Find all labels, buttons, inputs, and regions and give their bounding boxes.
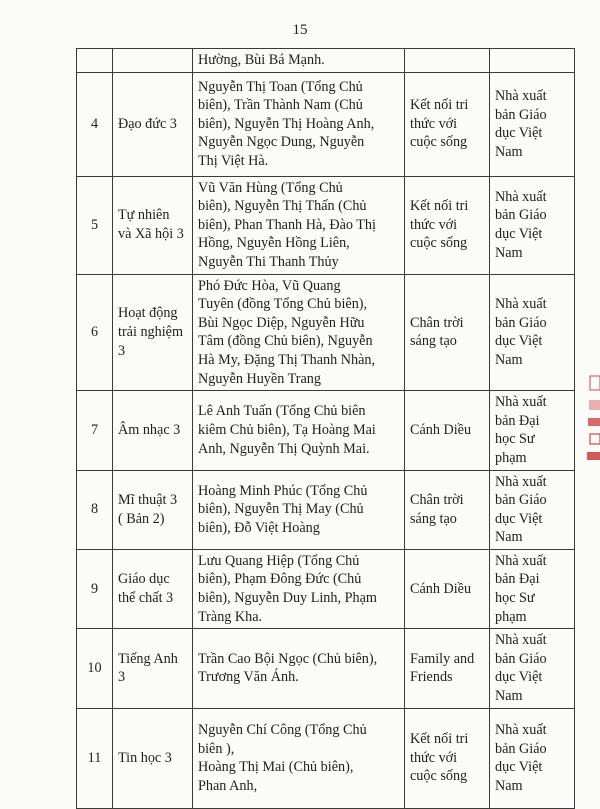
table-row	[77, 708, 575, 808]
authors-cell-line: Bùi Ngọc Diệp, Nguyễn Hữu	[198, 314, 365, 331]
series-cell	[405, 391, 490, 470]
row-number: 11	[77, 708, 113, 808]
authors-cell	[193, 49, 405, 73]
authors-cell-line: Lưu Quang Hiệp (Tổng Chủ	[198, 552, 360, 569]
row-number: 8	[77, 470, 113, 549]
series-cell	[405, 470, 490, 549]
authors-cell-line: Trương Văn Ánh.	[198, 669, 299, 686]
row-number: 7	[77, 391, 113, 470]
authors-cell	[193, 391, 405, 470]
publisher-cell-line: dục Việt	[495, 226, 543, 243]
row-number: 9	[77, 549, 113, 628]
publisher-cell-line: Nhà xuất	[495, 473, 547, 490]
authors-cell-line: Nguyễn Chí Công (Tổng Chủ	[198, 721, 367, 738]
publisher-cell-line: dục Việt	[495, 510, 543, 527]
publisher-cell	[490, 176, 575, 274]
series-cell-line: sáng tạo	[410, 333, 457, 350]
publisher-cell-line: bản Giáo	[495, 492, 547, 509]
publisher-cell	[490, 470, 575, 549]
publisher-cell-line: Nhà xuất	[495, 296, 547, 313]
authors-cell-line: Hồng, Nguyễn Hồng Liên,	[198, 235, 350, 252]
series-cell-line: Cánh Diều	[410, 422, 472, 439]
authors-cell	[193, 549, 405, 628]
publisher-cell-line: bản Giáo	[495, 650, 547, 667]
authors-cell-line: biên), Phạm Đông Đức (Chủ	[198, 571, 362, 588]
authors-cell	[193, 470, 405, 549]
publisher-cell-line: Nhà xuất	[495, 721, 547, 738]
subject-cell-line: 3	[118, 669, 126, 686]
authors-cell-line: biên), Nguyễn Duy Linh, Phạm	[198, 590, 377, 607]
authors-cell-line: Lê Anh Tuấn (Tổng Chủ biên	[198, 403, 366, 420]
table-row	[77, 391, 575, 470]
authors-cell-line: Phan Anh,	[198, 777, 258, 794]
series-cell-line: Kết nối tri	[410, 731, 469, 748]
publisher-cell-line: học Sư	[495, 431, 535, 448]
row-number	[77, 49, 113, 73]
publisher-cell-line: bản Giáo	[495, 207, 547, 224]
subject-cell-line: ( Bản 2)	[118, 510, 165, 527]
publisher-cell-line: Nhà xuất	[495, 87, 547, 104]
publisher-cell-line: Nam	[495, 351, 523, 368]
authors-cell-line: Hường, Bùi Bá Mạnh.	[198, 52, 325, 68]
series-cell	[405, 549, 490, 628]
subject-cell-line: Âm nhạc 3	[118, 422, 181, 439]
series-cell-line: cuộc sống	[410, 235, 468, 252]
series-cell	[405, 49, 490, 73]
subject-cell-line: trải nghiệm	[118, 324, 184, 341]
authors-cell-line: Nguyễn Huyền Trang	[198, 370, 321, 387]
publisher-cell-line: Nam	[495, 529, 523, 546]
subject-cell-line: Tin học 3	[118, 749, 172, 766]
subject-cell	[113, 549, 193, 628]
publisher-cell-line: dục Việt	[495, 333, 543, 350]
authors-cell-line: biên), Nguyễn Thị May (Chủ	[198, 501, 364, 518]
publisher-cell	[490, 549, 575, 628]
authors-cell-line: biên), Nguyễn Thị Hoàng Anh,	[198, 115, 375, 132]
publisher-cell	[490, 629, 575, 708]
publisher-cell-line: Nhà xuất	[495, 188, 547, 205]
authors-cell-line: biên), Trần Thành Nam (Chủ	[198, 97, 363, 114]
subject-cell-line: Hoạt động	[118, 305, 178, 322]
row-number: 5	[77, 176, 113, 274]
publisher-cell-line: bản Đại	[495, 412, 540, 429]
publisher-cell-line: Nam	[495, 777, 523, 794]
series-cell	[405, 274, 490, 391]
row-number: 10	[77, 629, 113, 708]
subject-cell	[113, 629, 193, 708]
series-cell-line: cuộc sống	[410, 134, 468, 151]
authors-cell-line: biên), Đỗ Việt Hoàng	[198, 519, 320, 536]
row-number: 4	[77, 72, 113, 176]
table-row	[77, 549, 575, 628]
subject-cell-line: Đạo đức 3	[118, 115, 177, 132]
authors-cell	[193, 72, 405, 176]
publisher-cell	[490, 274, 575, 391]
subject-cell-line: Tiếng Anh	[118, 650, 178, 667]
publisher-cell	[490, 49, 575, 73]
publisher-cell-line: học Sư	[495, 590, 535, 607]
authors-cell-line: Thị Việt Hà.	[198, 152, 269, 169]
subject-cell-line: Tự nhiên	[118, 207, 170, 224]
series-cell-line: Family and	[410, 650, 475, 667]
table-row	[77, 176, 575, 274]
authors-cell-line: kiêm Chủ biên), Tạ Hoàng Mai	[198, 422, 376, 439]
table-row	[77, 470, 575, 549]
subject-cell	[113, 708, 193, 808]
subject-cell-line: thể chất 3	[118, 590, 174, 607]
authors-cell-line: Hà My, Đặng Thị Thanh Nhàn,	[198, 351, 376, 368]
authors-cell-line: Trần Cao Bội Ngọc (Chủ biên),	[198, 650, 378, 667]
authors-cell	[193, 708, 405, 808]
red-stamp-edge	[586, 370, 600, 470]
publisher-cell-line: dục Việt	[495, 125, 543, 142]
publisher-cell-line: Nhà xuất	[495, 632, 547, 649]
table-row	[77, 49, 575, 73]
series-cell-line: sáng tạo	[410, 510, 457, 527]
publisher-cell-line: bản Giáo	[495, 314, 547, 331]
series-cell	[405, 176, 490, 274]
series-cell-line: thức với	[410, 115, 458, 132]
subject-cell-line: Mĩ thuật 3	[118, 492, 178, 509]
authors-cell	[193, 629, 405, 708]
authors-cell-line: Hoàng Thị Mai (Chủ biên),	[198, 759, 354, 776]
series-cell-line: cuộc sống	[410, 768, 468, 785]
series-cell-line: Kết nối tri	[410, 198, 469, 215]
publisher-cell	[490, 708, 575, 808]
publisher-cell-line: Nam	[495, 244, 523, 261]
publisher-cell-line: dục Việt	[495, 669, 543, 686]
authors-cell-line: Nguyễn Thi Thanh Thủy	[198, 253, 339, 270]
series-cell	[405, 72, 490, 176]
authors-cell-line: Tràng Kha.	[198, 608, 263, 625]
subject-cell	[113, 391, 193, 470]
publisher-cell-line: dục Việt	[495, 759, 543, 776]
series-cell	[405, 629, 490, 708]
publisher-cell-line: Nam	[495, 688, 523, 705]
authors-cell-line: biên ),	[198, 740, 235, 757]
series-cell-line: Friends	[410, 669, 453, 686]
subject-cell	[113, 49, 193, 73]
publisher-cell	[490, 391, 575, 470]
authors-cell-line: biên), Phan Thanh Hà, Đào Thị	[198, 216, 376, 233]
table-body	[77, 49, 575, 809]
authors-cell	[193, 274, 405, 391]
authors-cell-line: Vũ Văn Hùng (Tổng Chủ	[198, 179, 343, 196]
textbook-table	[76, 48, 575, 809]
publisher-cell-line: phạm	[495, 608, 527, 625]
subject-cell-line: 3	[118, 342, 126, 359]
publisher-cell	[490, 72, 575, 176]
series-cell-line: Chân trời	[410, 492, 464, 509]
table-row	[77, 72, 575, 176]
publisher-cell-line: Nhà xuất	[495, 552, 547, 569]
table-row	[77, 274, 575, 391]
authors-cell-line: Hoàng Minh Phúc (Tổng Chủ	[198, 482, 368, 499]
series-cell-line: Kết nối tri	[410, 97, 469, 114]
subject-cell	[113, 176, 193, 274]
subject-cell	[113, 274, 193, 391]
publisher-cell-line: bản Giáo	[495, 106, 547, 123]
series-cell-line: thức với	[410, 749, 458, 766]
subject-cell-line: Giáo dục	[118, 571, 170, 588]
series-cell-line: Cánh Diều	[410, 580, 472, 597]
table-row	[77, 629, 575, 708]
authors-cell-line: Anh, Nguyễn Thị Quỳnh Mai.	[198, 440, 370, 457]
authors-cell-line: Nguyễn Thị Toan (Tổng Chủ	[198, 78, 363, 95]
authors-cell-line: Tâm (đồng Chủ biên), Nguyễn	[198, 333, 373, 350]
page-number: 15	[292, 22, 308, 38]
publisher-cell-line: bản Giáo	[495, 740, 547, 757]
publisher-cell-line: bản Đại	[495, 571, 540, 588]
series-cell	[405, 708, 490, 808]
subject-cell	[113, 72, 193, 176]
subject-cell	[113, 470, 193, 549]
series-cell-line: Chân trời	[410, 314, 464, 331]
authors-cell-line: Tuyên (đồng Tổng Chủ biên),	[198, 296, 368, 313]
publisher-cell-line: Nhà xuất	[495, 394, 547, 411]
authors-cell-line: biên), Nguyễn Thị Thấn (Chủ	[198, 198, 367, 215]
subject-cell-line: và Xã hội 3	[118, 226, 184, 243]
authors-cell-line: Nguyễn Ngọc Dung, Nguyễn	[198, 134, 365, 151]
authors-cell-line: Phó Đức Hòa, Vũ Quang	[198, 277, 341, 294]
series-cell-line: thức với	[410, 216, 458, 233]
publisher-cell-line: Nam	[495, 143, 523, 160]
authors-cell	[193, 176, 405, 274]
publisher-cell-line: phạm	[495, 449, 527, 466]
row-number: 6	[77, 274, 113, 391]
